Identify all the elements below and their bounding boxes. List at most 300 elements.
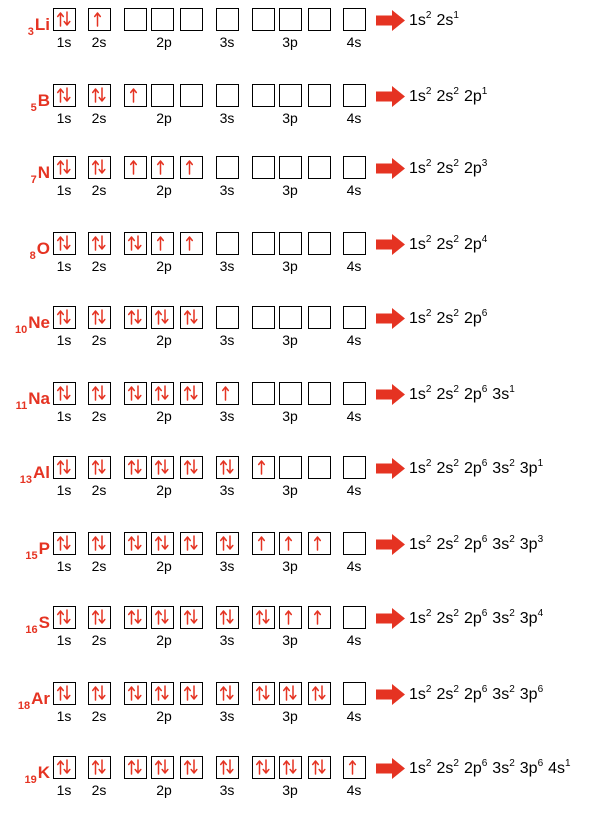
spin-up-arrow	[58, 89, 64, 102]
spin-down-arrow	[99, 160, 105, 173]
orbital-box	[308, 756, 331, 779]
orbital-box	[216, 232, 239, 255]
orbital-label: 3p	[282, 482, 298, 498]
config-orbital: 3p	[519, 460, 538, 477]
orbital-box	[180, 232, 203, 255]
config-orbital: 2p	[463, 760, 482, 777]
spin-down-arrow	[99, 310, 105, 323]
config-term	[409, 533, 432, 553]
config-exponent: 2	[509, 457, 515, 469]
config-orbital: 2p	[463, 610, 482, 627]
spin-down-arrow	[64, 12, 70, 25]
spin-up-arrow	[58, 461, 64, 474]
config-term	[519, 457, 544, 477]
orbital-label: 3s	[219, 258, 235, 274]
spin-up-arrow	[185, 761, 191, 774]
spin-down-arrow	[64, 760, 70, 773]
orbital-label: 2s	[91, 782, 107, 798]
config-exponent: 2	[425, 533, 432, 545]
spin-down-arrow	[227, 610, 233, 623]
orbital-box	[88, 382, 111, 405]
electron-configuration	[409, 535, 548, 555]
spin-up-arrow	[221, 537, 227, 550]
orbital-label: 2s	[91, 332, 107, 348]
config-orbital: 2s	[436, 386, 454, 403]
spin-up-arrow	[129, 237, 135, 250]
orbital-label: 3p	[282, 408, 298, 424]
element-symbol	[6, 313, 50, 335]
spin-up-arrow	[156, 687, 162, 700]
config-orbital: 3p	[519, 686, 538, 703]
spin-up-arrow	[93, 537, 99, 550]
config-exponent: 2	[425, 757, 432, 769]
config-term	[409, 757, 432, 777]
orbital-box	[216, 382, 239, 405]
orbital-box	[252, 306, 275, 329]
orbital-box	[279, 456, 302, 479]
orbital-box	[252, 682, 275, 705]
orbital-box	[308, 84, 331, 107]
config-term	[463, 157, 488, 177]
orbital-box	[343, 456, 366, 479]
config-exponent: 2	[453, 233, 459, 245]
config-orbital: 2s	[436, 686, 454, 703]
element-row	[0, 304, 600, 364]
orbital-box	[308, 156, 331, 179]
element-symbol	[6, 689, 50, 711]
spin-down-arrow	[162, 610, 168, 623]
element-symbol	[6, 389, 50, 411]
config-orbital: 1s	[409, 12, 426, 29]
spin-down-arrow	[290, 686, 296, 699]
spin-down-arrow	[64, 88, 70, 101]
orbital-box	[180, 682, 203, 705]
orbital-label: 2s	[91, 408, 107, 424]
orbital-box	[151, 382, 174, 405]
orbital-box	[252, 456, 275, 479]
orbital-label: 1s	[56, 34, 72, 50]
config-orbital: 1s	[409, 310, 426, 327]
config-orbital: 2s	[436, 310, 454, 327]
config-exponent: 2	[425, 457, 432, 469]
config-term	[492, 683, 515, 703]
config-exponent: 3	[537, 533, 544, 545]
spin-down-arrow	[99, 760, 105, 773]
orbital-box	[180, 306, 203, 329]
spin-down-arrow	[319, 686, 325, 699]
orbital-label: 3p	[282, 258, 298, 274]
right-arrow-icon	[376, 758, 405, 779]
electron-configuration	[409, 759, 576, 779]
orbital-box	[216, 8, 239, 31]
spin-up-arrow	[156, 761, 162, 774]
config-term	[436, 9, 459, 29]
spin-down-arrow	[64, 686, 70, 699]
orbital-label: 2p	[156, 332, 172, 348]
element-row	[0, 530, 600, 590]
config-term	[519, 533, 544, 553]
orbital-box	[88, 232, 111, 255]
config-orbital: 2p	[463, 686, 482, 703]
config-orbital: 2p	[463, 236, 482, 253]
orbital-box	[53, 84, 76, 107]
orbital-box	[124, 8, 147, 31]
config-exponent: 2	[453, 383, 459, 395]
orbital-box	[53, 682, 76, 705]
orbital-label: 2p	[156, 632, 172, 648]
orbital-box	[279, 306, 302, 329]
config-orbital: 2p	[463, 536, 482, 553]
spin-down-arrow	[135, 236, 141, 249]
element-symbol	[6, 163, 50, 185]
config-exponent: 2	[509, 757, 515, 769]
orbital-label: 2s	[91, 632, 107, 648]
orbital-label: 4s	[346, 258, 362, 274]
orbital-box	[279, 382, 302, 405]
spin-up-arrow	[58, 387, 64, 400]
spin-up-arrow	[93, 761, 99, 774]
config-exponent: 2	[425, 607, 432, 619]
spin-down-arrow	[162, 686, 168, 699]
orbital-box	[151, 306, 174, 329]
orbital-box	[124, 456, 147, 479]
spin-up-arrow	[131, 89, 137, 102]
spin-down-arrow	[135, 310, 141, 323]
orbital-box	[124, 306, 147, 329]
orbital-box	[53, 532, 76, 555]
spin-up-arrow	[223, 387, 229, 400]
atomic-number: 15	[25, 550, 38, 562]
spin-up-arrow	[156, 461, 162, 474]
spin-down-arrow	[135, 536, 141, 549]
orbital-box	[216, 682, 239, 705]
config-exponent: 2	[453, 533, 459, 545]
config-exponent: 1	[537, 457, 544, 469]
config-term	[463, 457, 488, 477]
orbital-label: 3s	[219, 110, 235, 126]
spin-up-arrow	[286, 537, 292, 550]
orbital-box	[343, 232, 366, 255]
orbital-box	[279, 84, 302, 107]
spin-up-arrow	[156, 311, 162, 324]
spin-up-arrow	[286, 611, 292, 624]
spin-down-arrow	[99, 686, 105, 699]
spin-up-arrow	[58, 611, 64, 624]
config-exponent: 1	[565, 757, 571, 769]
element-name: Al	[33, 463, 50, 482]
config-term	[436, 683, 459, 703]
orbital-box	[180, 756, 203, 779]
config-orbital: 1s	[409, 760, 426, 777]
orbital-box	[53, 8, 76, 31]
orbital-box	[252, 232, 275, 255]
config-orbital: 4s	[548, 760, 566, 777]
atomic-number: 5	[30, 102, 37, 114]
config-term	[436, 157, 459, 177]
spin-up-arrow	[93, 311, 99, 324]
config-exponent: 6	[481, 457, 488, 469]
config-exponent: 2	[453, 85, 459, 97]
config-exponent: 4	[537, 607, 544, 619]
spin-down-arrow	[191, 310, 197, 323]
orbital-box	[279, 682, 302, 705]
config-orbital: 2s	[436, 760, 454, 777]
config-exponent: 1	[453, 9, 459, 21]
config-orbital: 3p	[519, 536, 538, 553]
orbital-label: 3s	[219, 558, 235, 574]
element-name: S	[38, 613, 50, 632]
orbital-box	[124, 232, 147, 255]
spin-up-arrow	[129, 387, 135, 400]
orbital-box	[252, 8, 275, 31]
orbital-label: 4s	[346, 182, 362, 198]
electron-configuration	[409, 385, 520, 405]
spin-down-arrow	[99, 386, 105, 399]
spin-up-arrow	[185, 537, 191, 550]
orbital-box	[279, 606, 302, 629]
element-symbol	[6, 91, 50, 113]
spin-up-arrow	[131, 161, 137, 174]
spin-up-arrow	[95, 13, 101, 26]
orbital-label: 1s	[56, 632, 72, 648]
element-row	[0, 154, 600, 214]
spin-up-arrow	[315, 537, 321, 550]
spin-up-arrow	[129, 461, 135, 474]
orbital-box	[151, 756, 174, 779]
orbital-label: 1s	[56, 332, 72, 348]
orbital-label: 1s	[56, 708, 72, 724]
orbital-label: 4s	[346, 708, 362, 724]
config-exponent: 2	[509, 533, 515, 545]
spin-down-arrow	[64, 310, 70, 323]
config-term	[436, 533, 459, 553]
orbital-label: 4s	[346, 34, 362, 50]
orbital-box	[88, 84, 111, 107]
config-exponent: 2	[425, 683, 432, 695]
config-exponent: 2	[425, 307, 432, 319]
config-orbital: 3s	[492, 386, 510, 403]
right-arrow-icon	[376, 308, 405, 329]
config-orbital: 3s	[492, 536, 510, 553]
electron-configuration	[409, 459, 548, 479]
spin-up-arrow	[259, 461, 265, 474]
orbital-box	[124, 156, 147, 179]
config-orbital: 1s	[409, 460, 426, 477]
spin-down-arrow	[64, 386, 70, 399]
electron-configuration	[409, 235, 492, 255]
orbital-box	[308, 382, 331, 405]
orbital-label: 2p	[156, 482, 172, 498]
config-term	[463, 607, 488, 627]
spin-up-arrow	[93, 387, 99, 400]
spin-up-arrow	[58, 687, 64, 700]
orbital-box	[53, 606, 76, 629]
spin-up-arrow	[350, 761, 356, 774]
electron-configuration	[409, 685, 548, 705]
spin-down-arrow	[319, 760, 325, 773]
electron-configuration	[409, 609, 548, 629]
config-exponent: 1	[509, 383, 515, 395]
spin-down-arrow	[99, 610, 105, 623]
element-symbol	[6, 15, 50, 37]
config-exponent: 2	[453, 457, 459, 469]
element-row	[0, 680, 600, 740]
config-exponent: 2	[425, 9, 432, 21]
spin-down-arrow	[191, 610, 197, 623]
orbital-box	[88, 682, 111, 705]
config-exponent: 6	[481, 307, 488, 319]
orbital-box	[151, 532, 174, 555]
orbital-label: 2s	[91, 182, 107, 198]
right-arrow-icon	[376, 684, 405, 705]
orbital-box	[279, 156, 302, 179]
spin-up-arrow	[257, 687, 263, 700]
orbital-label: 2s	[91, 34, 107, 50]
orbital-label: 2s	[91, 558, 107, 574]
orbital-label: 3p	[282, 632, 298, 648]
config-term	[409, 85, 432, 105]
spin-up-arrow	[129, 687, 135, 700]
config-term	[409, 233, 432, 253]
right-arrow-icon	[376, 234, 405, 255]
config-exponent: 6	[537, 757, 544, 769]
orbital-box	[216, 532, 239, 555]
orbital-box	[151, 606, 174, 629]
spin-down-arrow	[99, 236, 105, 249]
orbital-label: 3p	[282, 558, 298, 574]
orbital-box	[252, 756, 275, 779]
config-term	[436, 757, 459, 777]
orbital-box	[308, 456, 331, 479]
orbital-box	[88, 606, 111, 629]
orbital-box	[124, 606, 147, 629]
config-term	[492, 457, 515, 477]
orbital-box	[180, 8, 203, 31]
spin-down-arrow	[227, 460, 233, 473]
right-arrow-icon	[376, 384, 405, 405]
right-arrow-icon	[376, 608, 405, 629]
orbital-box	[308, 532, 331, 555]
element-name: O	[36, 239, 50, 258]
orbital-box	[151, 232, 174, 255]
orbital-label: 4s	[346, 782, 362, 798]
orbital-label: 4s	[346, 632, 362, 648]
spin-up-arrow	[156, 537, 162, 550]
orbital-label: 3s	[219, 482, 235, 498]
spin-down-arrow	[191, 760, 197, 773]
orbital-box	[216, 306, 239, 329]
orbital-box	[53, 306, 76, 329]
config-orbital: 2s	[436, 12, 454, 29]
config-term	[519, 757, 544, 777]
right-arrow-icon	[376, 158, 405, 179]
spin-down-arrow	[64, 460, 70, 473]
orbital-label: 4s	[346, 408, 362, 424]
config-term	[492, 533, 515, 553]
spin-up-arrow	[158, 161, 164, 174]
config-orbital: 2p	[463, 386, 482, 403]
element-row	[0, 230, 600, 290]
spin-up-arrow	[313, 687, 319, 700]
spin-down-arrow	[191, 536, 197, 549]
config-exponent: 2	[425, 85, 432, 97]
orbital-box	[252, 606, 275, 629]
right-arrow-icon	[376, 86, 405, 107]
spin-down-arrow	[135, 610, 141, 623]
config-orbital: 2s	[436, 236, 454, 253]
atomic-number: 10	[15, 324, 28, 336]
config-orbital: 2p	[463, 460, 482, 477]
orbital-box	[180, 156, 203, 179]
config-exponent: 2	[509, 607, 515, 619]
spin-down-arrow	[227, 760, 233, 773]
config-exponent: 6	[481, 683, 488, 695]
config-exponent: 2	[425, 157, 432, 169]
orbital-box	[53, 382, 76, 405]
config-orbital: 1s	[409, 160, 426, 177]
orbital-box	[308, 232, 331, 255]
spin-up-arrow	[58, 161, 64, 174]
orbital-box	[180, 84, 203, 107]
config-term	[409, 383, 432, 403]
orbital-label: 4s	[346, 110, 362, 126]
spin-up-arrow	[93, 461, 99, 474]
config-orbital: 3s	[492, 460, 510, 477]
config-orbital: 1s	[409, 536, 426, 553]
config-term	[463, 533, 488, 553]
config-orbital: 3s	[492, 686, 510, 703]
orbital-label: 3p	[282, 782, 298, 798]
orbital-label: 2s	[91, 258, 107, 274]
orbital-label: 3p	[282, 110, 298, 126]
orbital-label: 4s	[346, 558, 362, 574]
orbital-label: 1s	[56, 182, 72, 198]
element-name: Ne	[28, 313, 50, 332]
spin-up-arrow	[187, 161, 193, 174]
orbital-box	[88, 756, 111, 779]
config-orbital: 1s	[409, 236, 426, 253]
orbital-label: 1s	[56, 482, 72, 498]
orbital-label: 3s	[219, 332, 235, 348]
config-orbital: 2p	[463, 160, 482, 177]
spin-up-arrow	[158, 237, 164, 250]
orbital-box	[343, 8, 366, 31]
orbital-box	[180, 532, 203, 555]
spin-down-arrow	[64, 160, 70, 173]
config-term	[409, 683, 432, 703]
spin-down-arrow	[64, 236, 70, 249]
config-term	[492, 607, 515, 627]
element-name: N	[37, 163, 50, 182]
spin-down-arrow	[162, 760, 168, 773]
orbital-box	[53, 156, 76, 179]
atomic-number: 13	[19, 474, 32, 486]
config-term	[463, 683, 488, 703]
spin-down-arrow	[227, 686, 233, 699]
orbital-box	[279, 8, 302, 31]
orbital-box	[151, 8, 174, 31]
orbital-box	[308, 682, 331, 705]
orbital-box	[151, 84, 174, 107]
orbital-label: 2p	[156, 558, 172, 574]
spin-down-arrow	[135, 760, 141, 773]
orbital-box	[252, 382, 275, 405]
spin-up-arrow	[185, 461, 191, 474]
orbital-label: 1s	[56, 558, 72, 574]
orbital-label: 3s	[219, 708, 235, 724]
spin-up-arrow	[58, 537, 64, 550]
element-name: B	[37, 91, 50, 110]
